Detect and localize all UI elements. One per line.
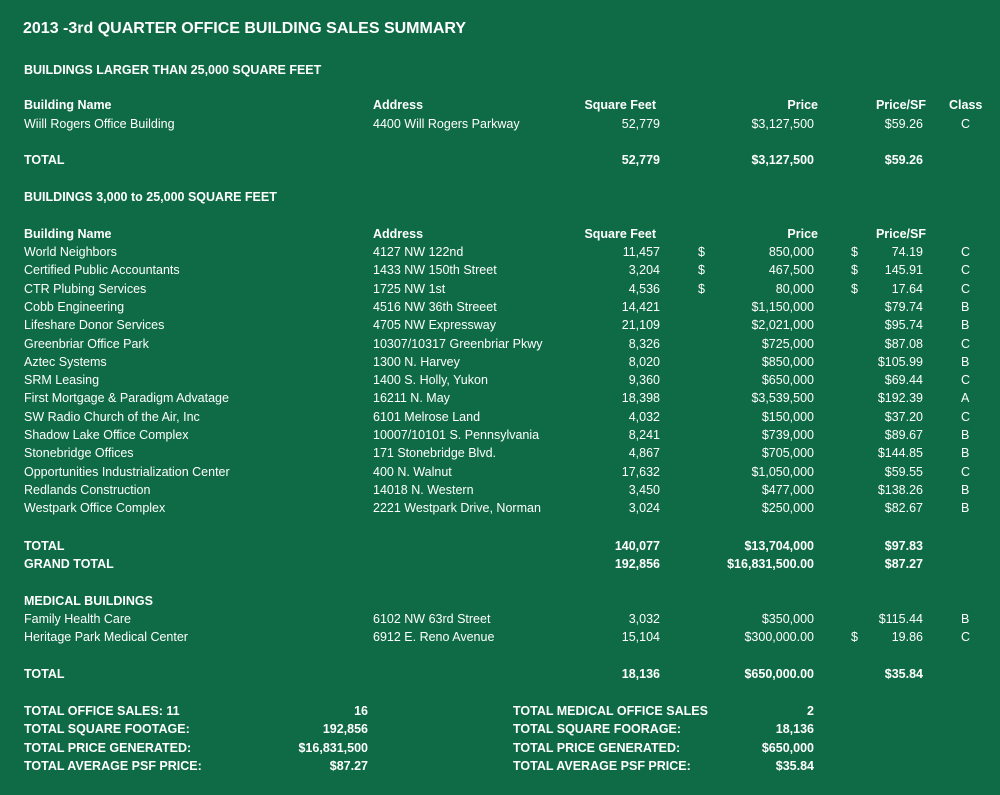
cell-psf: $95.74 [884,318,923,333]
cell-sqft: 3,204 [628,263,660,278]
table-row [0,630,1000,648]
total-row-large [0,153,1000,171]
cell-name: CTR Plubing Services [24,281,147,296]
cell-address: 10307/10317 Greenbriar Pkwy [373,336,543,351]
table-row [0,410,1000,428]
cell-class: B [961,354,970,369]
grand-total-row [0,557,1000,575]
cell-price-currency: $ [698,263,705,278]
cell-psf: $59.55 [884,464,923,479]
summary-value: 16 [354,704,368,718]
cell-price-currency: $ [698,245,705,259]
table-row [0,391,1000,409]
cell-name: SRM Leasing [24,373,100,388]
header-psf: Price/SF [875,227,926,241]
cell-sqft: 15,104 [621,630,660,645]
cell-name: World Neighbors [24,245,117,259]
table-row [0,245,1000,263]
summary-label: TOTAL MEDICAL OFFICE SALES [513,704,708,718]
cell-address: 2221 Westpark Drive, Norman [373,501,541,516]
cell-psf: 19.86 [891,630,923,645]
summary-value: $650,000 [761,740,814,755]
header-sqft: Square Feet [584,98,656,112]
cell-class: C [961,117,971,131]
total-sqft: 140,077 [614,539,660,553]
total-price: $13,704,000 [744,539,814,553]
cell-psf: 17.64 [891,281,923,296]
header-class: Class [949,98,983,112]
cell-price: $1,150,000 [751,299,814,314]
table-row [0,483,1000,501]
total-label: TOTAL [24,153,65,167]
cell-class: C [961,373,971,388]
summary-value: $35.84 [775,758,814,773]
cell-psf: $115.44 [878,612,923,626]
cell-address: 4705 NW Expressway [373,318,496,333]
summary-label: TOTAL PRICE GENERATED: [513,740,681,755]
summary-value: 192,856 [322,722,368,737]
cell-sqft: 8,020 [628,354,660,369]
summary-label: TOTAL SQUARE FOOTAGE: [24,722,190,737]
total-row-medical [0,667,1000,685]
cell-name: Greenbriar Office Park [24,336,149,351]
cell-price: $3,539,500 [751,391,814,406]
section-heading-large: BUILDINGS LARGER THAN 25,000 SQUARE FEET [24,63,322,77]
total-sqft: 52,779 [621,153,660,167]
cell-sqft: 3,032 [628,612,660,626]
cell-sqft: 4,867 [628,446,660,461]
cell-name: Cobb Engineering [24,299,125,314]
cell-address: 4516 NW 36th Streeet [373,299,497,314]
cell-psf: $138.26 [877,482,923,497]
cell-address: 171 Stonebridge Blvd. [373,446,497,461]
table-header-mid [0,227,1000,245]
cell-psf: $82.67 [884,501,923,516]
cell-address: 1400 S. Holly, Yukon [373,373,488,388]
summary-row [0,759,1000,777]
total-psf: $35.84 [884,667,923,681]
cell-price: $250,000 [761,501,814,516]
cell-sqft: 3,450 [628,482,660,497]
section-heading-medical: MEDICAL BUILDINGS [24,594,153,608]
cell-sqft: 4,032 [628,409,660,424]
cell-name: Westpark Office Complex [24,501,166,516]
table-row [0,318,1000,336]
summary-row [0,704,1000,722]
cell-psf: $87.08 [884,336,923,351]
cell-psf-currency: $ [851,281,858,296]
cell-psf: $37.20 [884,409,923,424]
summary-value: $87.27 [329,758,368,773]
total-row-mid [0,539,1000,557]
table-row [0,117,1000,135]
cell-address: 1725 NW 1st [373,281,446,296]
cell-psf: $79.74 [884,299,923,314]
table-row [0,465,1000,483]
cell-name: SW Radio Church of the Air, Inc [24,409,200,424]
cell-price: $477,000 [761,482,814,497]
cell-sqft: 11,457 [622,245,660,259]
summary-row [0,722,1000,740]
cell-name: Lifeshare Donor Services [24,318,165,333]
cell-sqft: 14,421 [621,299,660,314]
cell-name: Wiill Rogers Office Building [24,117,175,131]
cell-name: Redlands Construction [24,482,151,497]
cell-price: $150,000 [761,409,814,424]
table-row [0,428,1000,446]
grand-total-label: GRAND TOTAL [24,557,114,571]
cell-class: B [961,299,970,314]
grand-total-sqft: 192,856 [614,557,660,571]
cell-sqft: 9,360 [628,373,660,388]
cell-sqft: 8,326 [628,336,660,351]
table-row [0,282,1000,300]
cell-class: C [961,464,971,479]
cell-psf: $59.26 [884,117,923,131]
page-title: 2013 -3rd QUARTER OFFICE BUILDING SALES SUMMARY [23,20,467,37]
cell-psf: $192.39 [877,391,923,406]
cell-price: 850,000 [768,245,814,259]
cell-address: 10007/10101 S. Pennsylvania [373,428,540,442]
header-address: Address [373,98,424,112]
summary-value: 2 [807,704,814,718]
cell-class: A [961,391,970,406]
header-price: Price [787,227,818,241]
cell-sqft: 21,109 [621,318,660,333]
table-row [0,355,1000,373]
cell-name: Aztec Systems [24,354,107,369]
table-row [0,501,1000,519]
cell-address: 6102 NW 63rd Street [373,612,491,626]
cell-psf-currency: $ [851,630,858,645]
table-row [0,446,1000,464]
cell-class: B [961,446,970,461]
cell-name: Opportunities Industrialization Center [24,464,230,479]
cell-price: $739,000 [761,428,814,442]
cell-address: 1433 NW 150th Street [373,263,497,278]
header-price: Price [787,98,818,112]
cell-price: $350,000 [761,612,814,626]
cell-class: B [961,318,970,333]
cell-sqft: 4,536 [628,281,660,296]
cell-psf-currency: $ [851,263,858,278]
summary-label: TOTAL AVERAGE PSF PRICE: [513,758,691,773]
cell-price: $725,000 [761,336,814,351]
cell-class: B [961,612,970,626]
cell-address: 4127 NW 122nd [373,245,464,259]
summary-label: TOTAL PRICE GENERATED: [24,740,192,755]
header-name: Building Name [24,98,112,112]
table-row [0,337,1000,355]
cell-class: C [961,409,971,424]
cell-class: C [961,263,971,278]
table-row [0,612,1000,630]
cell-address: 16211 N. May [373,391,450,406]
total-psf: $59.26 [884,153,923,167]
cell-class: B [961,501,970,516]
cell-address: 6101 Melrose Land [373,409,481,424]
cell-sqft: 8,241 [628,428,660,442]
total-label: TOTAL [24,667,65,681]
cell-price: $650,000 [761,373,814,388]
cell-sqft: 52,779 [621,117,660,131]
cell-sqft: 17,632 [621,464,660,479]
cell-price: $705,000 [761,446,814,461]
cell-address: 4400 Will Rogers Parkway [373,117,520,131]
cell-name: Certified Public Accountants [24,263,180,278]
header-psf: Price/SF [875,98,926,112]
cell-address: 1300 N. Harvey [373,354,460,369]
header-name: Building Name [24,227,112,241]
summary-label: TOTAL SQUARE FOORAGE: [513,722,682,737]
total-psf: $97.83 [884,539,923,553]
cell-address: 14018 N. Western [373,482,474,497]
cell-psf: $69.44 [884,373,923,388]
cell-class: C [961,336,971,351]
cell-class: C [961,281,971,296]
table-row [0,373,1000,391]
total-price: $650,000.00 [744,667,814,681]
total-sqft: 18,136 [621,667,660,681]
cell-price: $300,000.00 [744,630,814,645]
cell-psf: 145.91 [884,263,923,278]
cell-sqft: 3,024 [628,501,660,516]
cell-name: Stonebridge Offices [24,446,134,461]
summary-row [0,741,1000,759]
cell-price-currency: $ [698,281,705,296]
table-row [0,300,1000,318]
cell-psf: 74.19 [891,245,923,259]
cell-psf: $144.85 [877,446,923,461]
cell-address: 6912 E. Reno Avenue [373,630,495,645]
cell-price: 467,500 [768,263,814,278]
total-price: $3,127,500 [751,153,814,167]
cell-name: Heritage Park Medical Center [24,630,188,645]
summary-value: $16,831,500 [298,740,368,755]
cell-price: 80,000 [775,281,814,296]
cell-address: 400 N. Walnut [373,464,452,479]
header-sqft: Square Feet [584,227,656,241]
cell-name: First Mortgage & Paradigm Advatage [24,391,229,406]
header-address: Address [373,227,424,241]
cell-class: B [961,428,970,442]
cell-psf: $105.99 [877,354,923,369]
summary-value: 18,136 [775,722,814,737]
total-label: TOTAL [24,539,65,553]
grand-total-psf: $87.27 [884,557,923,571]
cell-price: $3,127,500 [751,117,814,131]
cell-class: B [961,482,970,497]
cell-name: Shadow Lake Office Complex [24,428,189,442]
table-header-large [0,98,1000,116]
cell-psf-currency: $ [851,245,858,259]
cell-price: $1,050,000 [751,464,814,479]
summary-label: TOTAL AVERAGE PSF PRICE: [24,758,202,773]
cell-class: C [961,245,971,259]
cell-name: Family Health Care [24,612,131,626]
table-row [0,263,1000,281]
summary-label: TOTAL OFFICE SALES: 11 [24,704,180,718]
cell-class: C [961,630,971,645]
cell-sqft: 18,398 [621,391,660,406]
cell-price: $2,021,000 [751,318,814,333]
cell-price: $850,000 [761,354,814,369]
cell-psf: $89.67 [884,428,923,442]
section-heading-mid: BUILDINGS 3,000 to 25,000 SQUARE FEET [24,190,277,204]
grand-total-price: $16,831,500.00 [727,557,814,571]
